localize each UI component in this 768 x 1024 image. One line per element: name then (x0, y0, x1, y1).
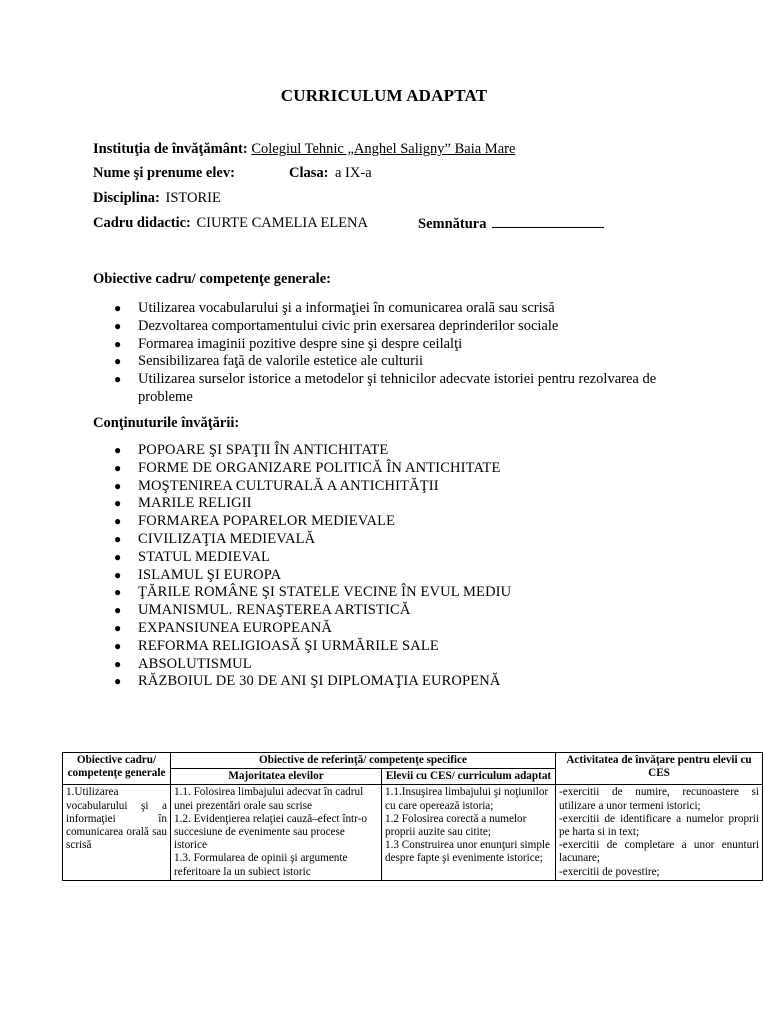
cell-learning-activities (556, 785, 763, 880)
content-item (93, 656, 511, 674)
content-text: ISLAMUL ŞI EUROPA (138, 566, 282, 583)
contents-list (93, 442, 511, 691)
bullet-icon: ● (114, 514, 122, 529)
bullet-icon: ● (114, 620, 122, 635)
cell-ces-objectives (382, 785, 556, 880)
content-item (93, 673, 511, 691)
header-general-objectives: Obiective cadru/ competenţe generale (63, 753, 171, 785)
objective-text: Utilizarea surselor istorice a metodelor şi tehnicilor adecvate istoriei pentru rezolvarea de probleme (138, 371, 657, 405)
cell-line: 1.1. Folosirea limbajului adecvat în cadrul unei prezentări orale sau scrise (174, 786, 364, 812)
institution-line (93, 141, 515, 158)
content-item (93, 567, 511, 585)
content-text: STATUL MEDIEVAL (138, 548, 270, 565)
bullet-icon: ● (114, 549, 122, 564)
content-text: UMANISMUL. RENAŞTEREA ARTISTICĂ (138, 602, 411, 619)
content-item (93, 549, 511, 567)
content-text: FORME DE ORGANIZARE POLITICĂ ÎN ANTICHITATE (138, 459, 501, 476)
document-title: CURRICULUM ADAPTAT (280, 86, 488, 105)
class-value: a IX-a (335, 165, 372, 181)
cell-majority-objectives (171, 785, 382, 880)
content-item (93, 620, 511, 638)
header-reference-objectives: Obiective de referinţă/ competenţe specifice (171, 753, 556, 769)
cell-line: 1.1.Insuşirea limbajului şi noţiunilor cu care operează istoria; (385, 786, 549, 812)
cell-line: -exercitii de completare a unor enunturi lacunare; (559, 839, 759, 865)
objective-item (93, 318, 698, 336)
curriculum-table (62, 752, 763, 881)
discipline-label: Disciplina: (93, 190, 160, 206)
content-item (93, 513, 511, 531)
bullet-icon: ● (114, 603, 122, 618)
cell-line: -exercitii de numire, recunoastere si utilizare a unor termeni istorici; (559, 786, 759, 812)
table-row (63, 785, 763, 880)
content-text: FORMAREA POPARELOR MEDIEVALE (138, 513, 396, 530)
objective-item (93, 353, 698, 371)
content-text: POPOARE ŞI SPAŢII ÎN ANTICHITATE (138, 442, 389, 458)
signature-label-text: Semnătura (418, 216, 487, 232)
content-text: EXPANSIUNEA EUROPEANĂ (138, 619, 332, 636)
objectives-heading: Obiective cadru/ competenţe generale: (93, 271, 331, 287)
header-ces-students: Elevii cu CES/ curriculum adaptat (382, 769, 556, 785)
student-line (93, 165, 372, 182)
objective-text: Dezvoltarea comportamentului civic prin exersarea deprinderilor sociale (138, 317, 559, 334)
content-item (93, 442, 511, 460)
signature-label (418, 215, 604, 233)
objective-item (93, 336, 698, 354)
bullet-icon: ● (114, 478, 122, 493)
content-item (93, 460, 511, 478)
cell-line: 1.2. Evidenţierea relaţiei cauză–efect într-o succesiune de evenimente sau procese istorice (174, 812, 367, 852)
content-item (93, 584, 511, 602)
content-text: RĂZBOIUL DE 30 DE ANI ŞI DIPLOMAŢIA EUROPENĂ (138, 673, 501, 690)
teacher-line (93, 215, 487, 232)
bullet-icon: ● (114, 372, 122, 387)
cell-line: -exercitii de povestire; (559, 865, 660, 878)
table-header-row (63, 753, 763, 769)
bullet-icon: ● (114, 496, 122, 511)
bullet-icon: ● (114, 318, 122, 333)
bullet-icon: ● (114, 354, 122, 369)
header-majority-students: Majoritatea elevilor (171, 769, 382, 785)
content-item (93, 531, 511, 549)
objective-text: Sensibilizarea faţă de valorile estetice ale culturii (138, 353, 424, 370)
cell-general-objective: 1.Utilizarea vocabularului şi a informaţiei în comunicarea orală sau scrisă (63, 785, 171, 880)
bullet-icon: ● (114, 531, 122, 546)
bullet-icon: ● (114, 674, 122, 689)
content-text: REFORMA RELIGIOASĂ ŞI URMĂRILE SALE (138, 637, 439, 654)
content-item (93, 638, 511, 656)
teacher-label: Cadru didactic: (93, 215, 191, 231)
bullet-icon: ● (114, 656, 122, 671)
cell-line: 1.3 Construirea unor enunţuri simple despre fapte şi evenimente istorice; (385, 839, 550, 865)
objective-text: Utilizarea vocabularului şi a informaţiei în comunicarea orală sau scrisă (138, 300, 555, 316)
teacher-value: CIURTE CAMELIA ELENA (196, 215, 369, 231)
discipline-value: ISTORIE (165, 190, 221, 206)
cell-line: -exercitii de identificare a numelor proprii pe harta si in text; (559, 812, 759, 839)
contents-heading: Conţinuturile învăţării: (93, 415, 240, 431)
content-text: CIVILIZAŢIA MEDIEVALĂ (138, 530, 316, 547)
bullet-icon: ● (114, 567, 122, 582)
bullet-icon: ● (114, 460, 122, 475)
header-learning-activities: Activitatea de învăţare pentru elevii cu CES (556, 753, 763, 785)
objectives-list (93, 300, 698, 407)
signature-line (492, 215, 604, 228)
cell-line: 1.3. Formularea de opinii şi argumente referitoare la un subiect istoric (174, 852, 348, 878)
objective-item (93, 300, 698, 318)
bullet-icon: ● (114, 301, 122, 315)
class-label: Clasa: (289, 165, 329, 181)
bullet-icon: ● (114, 443, 122, 457)
content-text: MARILE RELIGII (138, 495, 252, 512)
content-item (93, 602, 511, 620)
objective-item (93, 371, 698, 407)
student-label: Nume şi prenume elev: (93, 165, 235, 181)
bullet-icon: ● (114, 638, 122, 653)
content-text: ABSOLUTISMUL (138, 655, 252, 672)
content-item (93, 478, 511, 496)
content-text: MOŞTENIREA CULTURALĂ A ANTICHITĂŢII (138, 477, 439, 494)
institution-label: Instituţia de învăţământ: (93, 141, 248, 157)
bullet-icon: ● (114, 336, 122, 351)
institution-value: Colegiul Tehnic „Anghel Saligny” Baia Mare (251, 141, 516, 157)
cell-line: 1.2 Folosirea corectă a numelor proprii auzite sau citite; (385, 812, 527, 839)
objective-text: Formarea imaginii pozitive despre sine şi despre ceilalţi (138, 335, 463, 352)
content-text: ŢĂRILE ROMÂNE ŞI STATELE VECINE ÎN EVUL MEDIU (138, 584, 512, 601)
discipline-line (93, 190, 221, 207)
content-item (93, 495, 511, 513)
bullet-icon: ● (114, 585, 122, 600)
